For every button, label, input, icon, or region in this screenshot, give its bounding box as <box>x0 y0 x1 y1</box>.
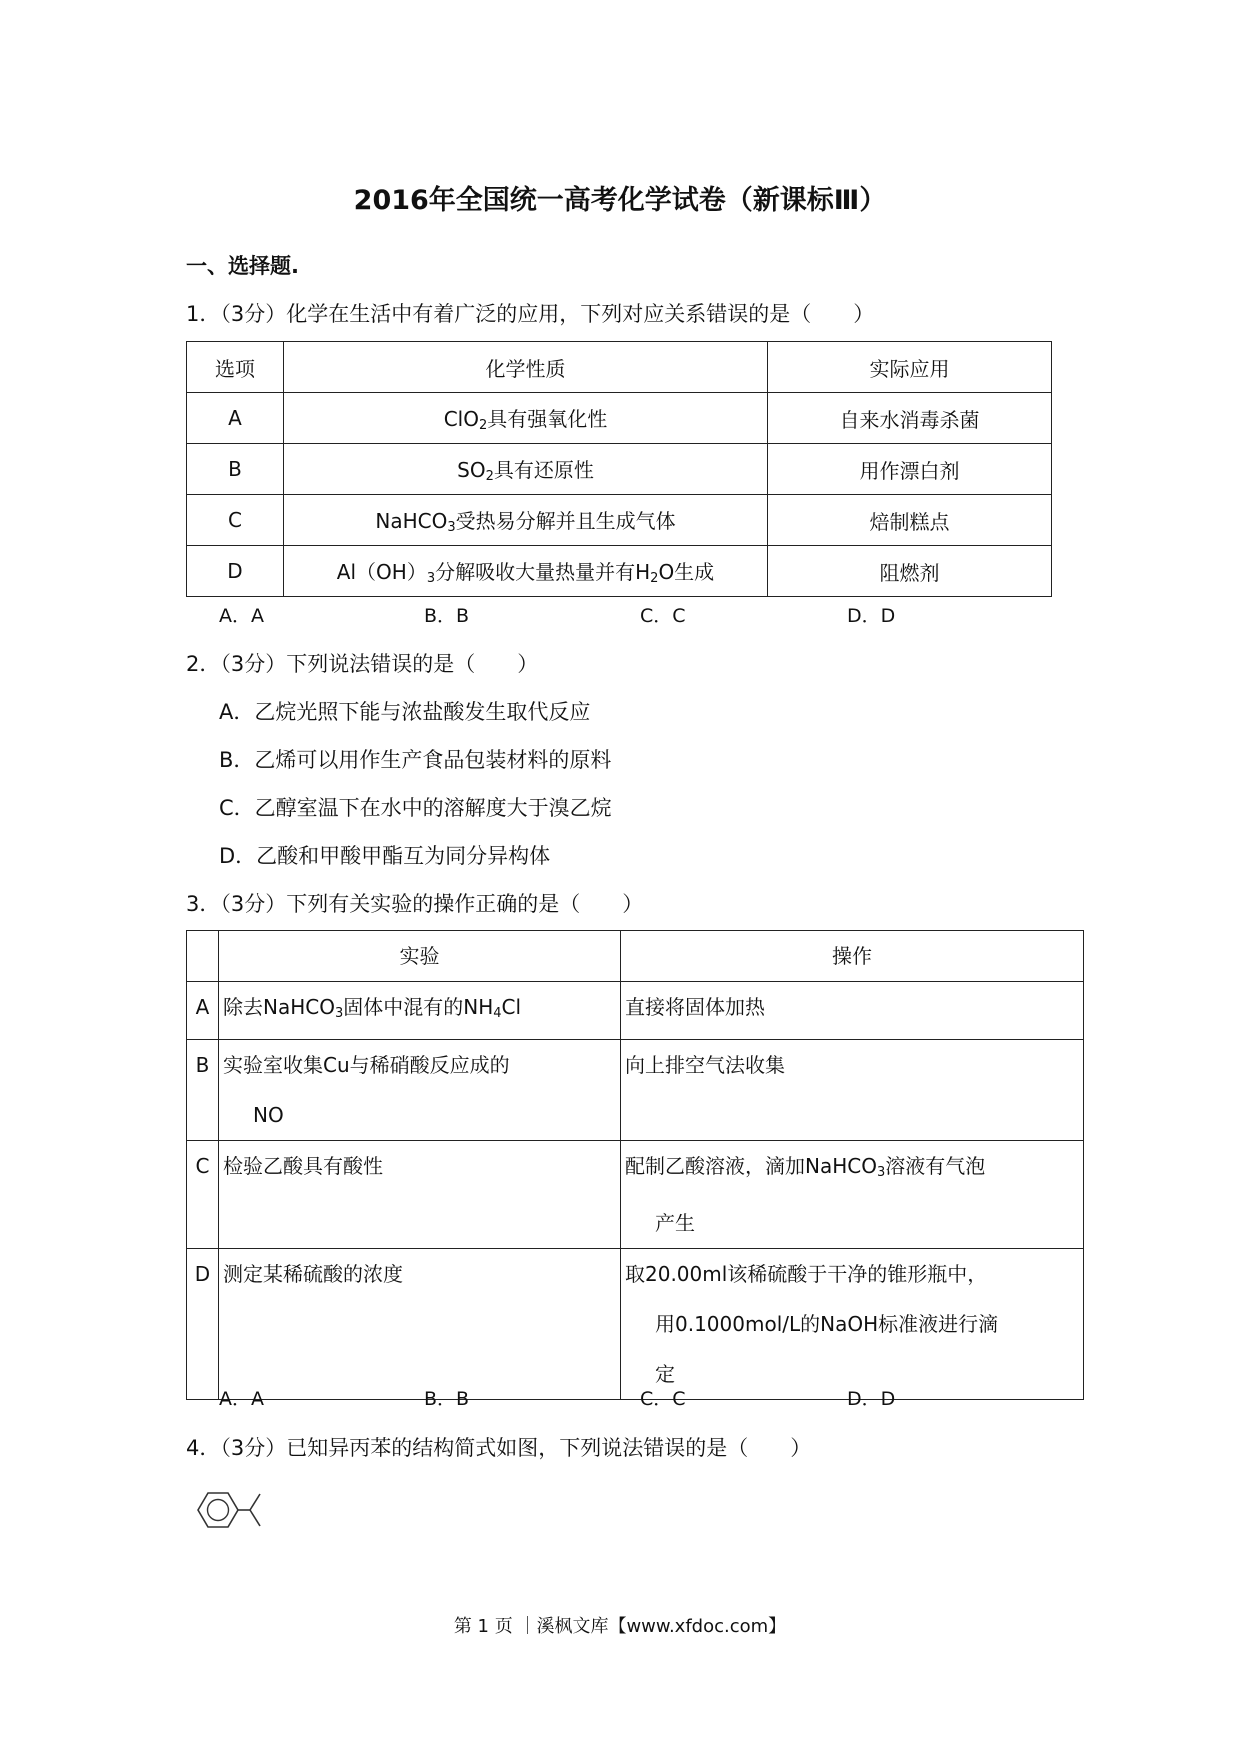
question-1-choices <box>219 601 1119 627</box>
choice-d[interactable]: D．D <box>847 1388 896 1410</box>
row-option: C <box>187 495 284 546</box>
row-property: $SO_2$具有还原性 <box>284 444 768 495</box>
row-application: 焙制糕点 <box>768 495 1052 546</box>
choice-b[interactable]: B．B <box>424 605 470 627</box>
page-title: 2016年全国统一高考化学试卷（新课标Ⅲ） <box>353 185 887 216</box>
table-row <box>187 495 1052 546</box>
question-3-table <box>186 930 1084 1400</box>
question-4-stem: 4．（3分）已知异丙苯的结构简式如图，下列说法错误的是（ ） <box>186 1436 812 1460</box>
table-row <box>187 1249 1084 1400</box>
row-operation: 直接将固体加热 <box>621 982 1084 1040</box>
option-a[interactable]: A．乙烷光照下能与浓盐酸发生取代反应 <box>219 700 591 724</box>
choice-b[interactable]: B．B <box>424 1388 470 1410</box>
isopropylbenzene-structure-image <box>186 1480 286 1540</box>
choice-d[interactable]: D．D <box>847 605 896 627</box>
question-3-stem: 3．（3分）下列有关实验的操作正确的是（ ） <box>186 892 644 916</box>
row-property: ClO$_2$具有强氧化性 <box>284 393 768 444</box>
option-c[interactable]: C．乙醇室温下在水中的溶解度大于溴乙烷 <box>219 796 612 820</box>
table-row <box>187 982 1084 1040</box>
question-1-table <box>186 341 1052 597</box>
row-experiment: 检验乙酸具有酸性 <box>219 1141 621 1249</box>
table-row <box>187 1141 1084 1249</box>
question-2-stem: 2．（3分）下列说法错误的是（ ） <box>186 652 539 676</box>
row-option: A <box>187 393 284 444</box>
choice-a[interactable]: A．A <box>219 1388 264 1410</box>
row-experiment: 测定某稀硫酸的浓度 <box>219 1249 621 1400</box>
header-property: 化学性质 <box>284 342 768 393</box>
option-b[interactable]: B．乙烯可以用作生产食品包装材料的原料 <box>219 748 612 772</box>
page-footer: 第 1 页 ｜溪枫文库【www.xfdoc.com】 <box>453 1616 787 1637</box>
row-option: B <box>187 1040 219 1141</box>
row-experiment: 除去NaHCO$_3$固体中混有的$NH_4Cl$ <box>219 982 621 1040</box>
table-row <box>187 444 1052 495</box>
table-row <box>187 546 1052 597</box>
header-experiment: 实验 <box>219 931 621 982</box>
table-row <box>187 1040 1084 1141</box>
table-row <box>187 393 1052 444</box>
option-d[interactable]: D．乙酸和甲酸甲酯互为同分异构体 <box>219 844 551 868</box>
header-blank <box>187 931 219 982</box>
row-option: D <box>187 1249 219 1400</box>
row-experiment: 实验室收集Cu与稀硝酸反应成的 NO <box>219 1040 621 1141</box>
question-1-stem: 1．（3分）化学在生活中有着广泛的应用，下列对应关系错误的是（ ） <box>186 302 875 326</box>
header-option: 选项 <box>187 342 284 393</box>
row-property: NaHCO$_3$受热易分解并且生成气体 <box>284 495 768 546</box>
row-application: 阻燃剂 <box>768 546 1052 597</box>
choice-a[interactable]: A．A <box>219 605 264 627</box>
choice-c[interactable]: C．C <box>640 1388 686 1410</box>
row-property: $Al(OH)_3$分解吸收大量热量并有$H_2O$生成 <box>284 546 768 597</box>
row-option: D <box>187 546 284 597</box>
header-operation: 操作 <box>621 931 1084 982</box>
section-heading: 一、选择题. <box>186 254 299 278</box>
row-option: A <box>187 982 219 1040</box>
header-application: 实际应用 <box>768 342 1052 393</box>
question-3-choices <box>219 1384 1119 1410</box>
row-operation: 配制乙酸溶液，滴加NaHCO$_3$溶液有气泡 产生 <box>621 1141 1084 1249</box>
row-application: 用作漂白剂 <box>768 444 1052 495</box>
row-application: 自来水消毒杀菌 <box>768 393 1052 444</box>
row-operation: 取20.00ml该稀硫酸于干净的锥形瓶中， 用0.1000mol/L的NaOH标准液进行滴 定 <box>621 1249 1084 1400</box>
table-header-row <box>187 931 1084 982</box>
choice-c[interactable]: C．C <box>640 605 686 627</box>
row-option: B <box>187 444 284 495</box>
row-option: C <box>187 1141 219 1249</box>
row-operation: 向上排空气法收集 <box>621 1040 1084 1141</box>
table-header-row <box>187 342 1052 393</box>
